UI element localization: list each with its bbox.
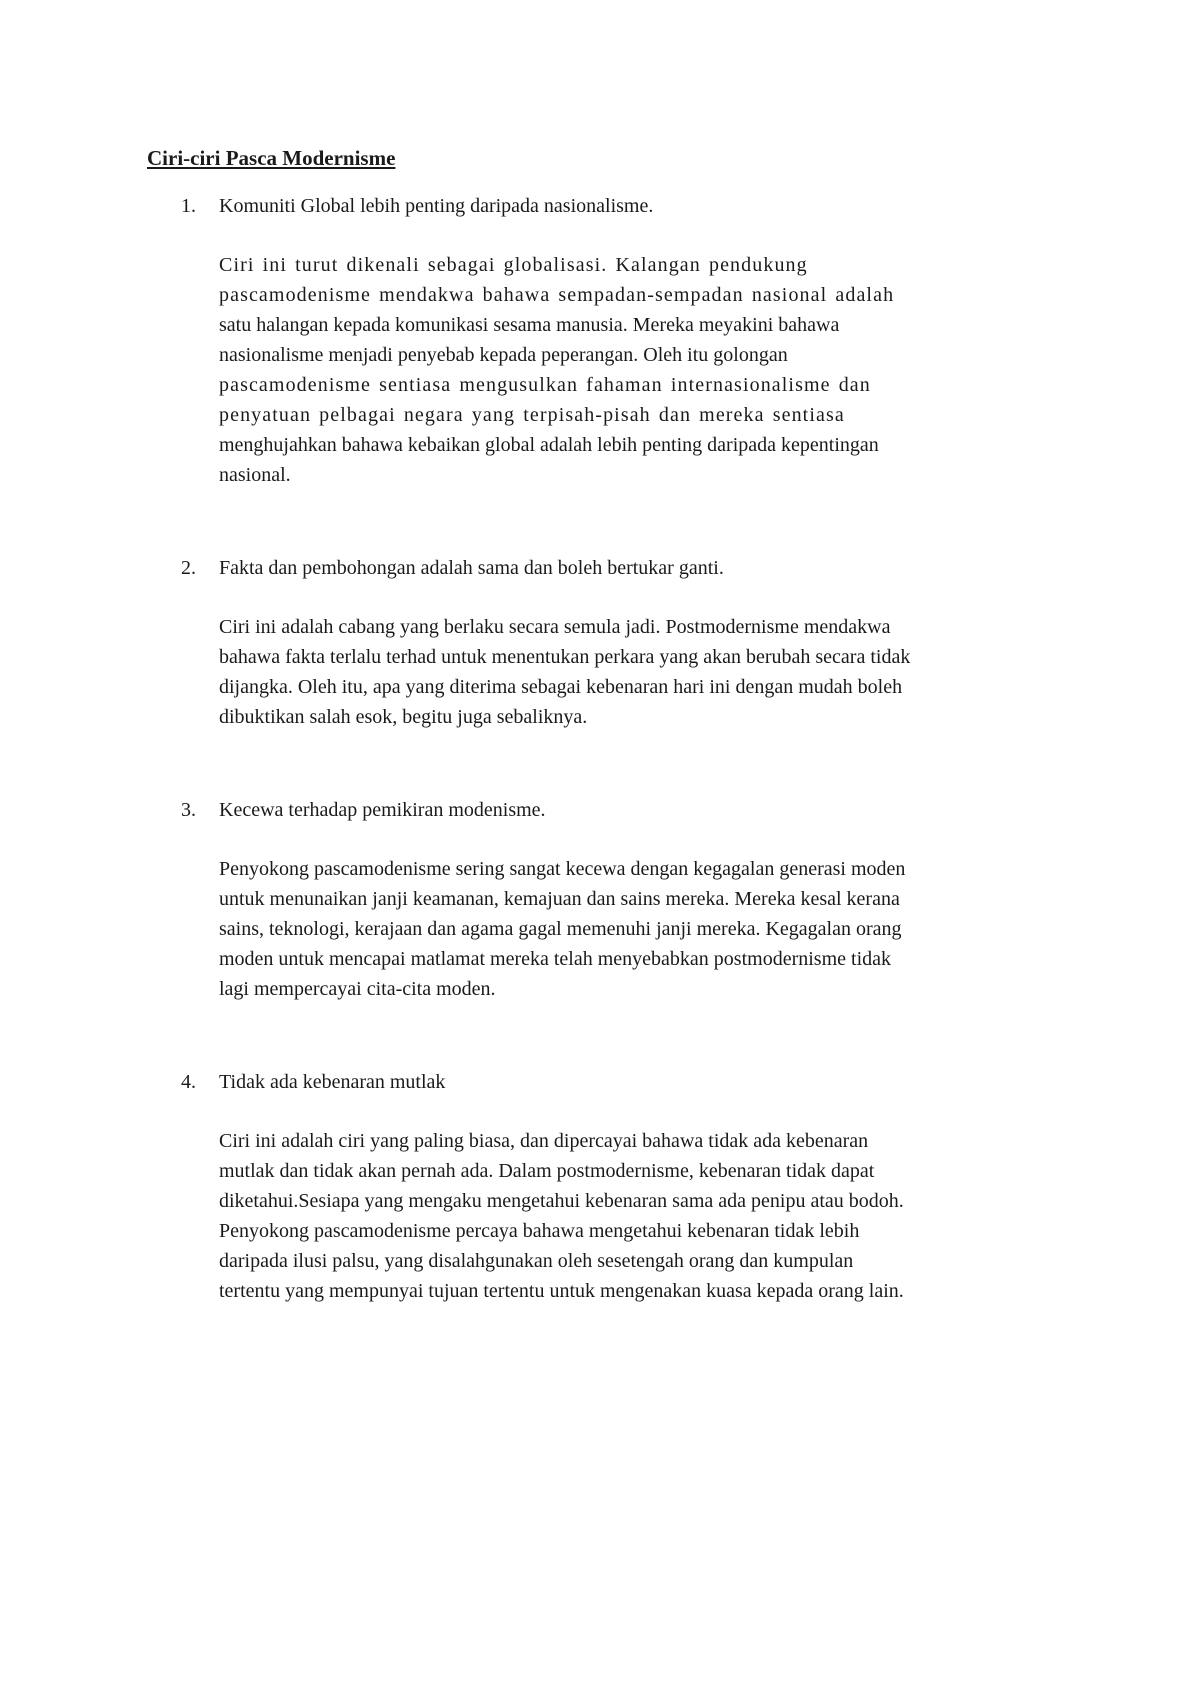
paragraph-line: untuk menunaikan janji keamanan, kemajuan dan sains mereka. Mereka kesal kerana: [219, 888, 900, 910]
paragraph-line: Penyokong pascamodenisme sering sangat kecewa dengan kegagalan generasi moden: [219, 858, 906, 880]
paragraph-line: moden untuk mencapai matlamat mereka telah menyebabkan postmodernisme tidak: [219, 948, 892, 970]
item-paragraph: [219, 1126, 1069, 1306]
paragraph-line: Ciri ini adalah cabang yang berlaku secara semula jadi. Postmodernisme mendakwa: [219, 616, 891, 638]
item-number: 4.: [181, 1071, 196, 1093]
paragraph-line: lagi mempercayai cita-cita moden.: [219, 978, 496, 1000]
item-paragraph: [219, 612, 1069, 732]
item-number: 2.: [181, 557, 196, 579]
paragraph-line: satu halangan kepada komunikasi sesama manusia. Mereka meyakini bahawa: [219, 314, 840, 336]
item-heading: Komuniti Global lebih penting daripada nasionalisme.: [219, 195, 654, 217]
item-heading: Tidak ada kebenaran mutlak: [219, 1071, 446, 1093]
paragraph-line: nasionalisme menjadi penyebab kepada peperangan. Oleh itu golongan: [219, 344, 788, 366]
paragraph-line: menghujahkan bahawa kebaikan global adalah lebih penting daripada kepentingan: [219, 434, 879, 456]
item-paragraph: [219, 250, 1069, 490]
paragraph-line: pascamodenisme mendakwa bahawa sempadan-sempadan nasional adalah: [219, 284, 895, 306]
item-paragraph: [219, 854, 1069, 1004]
paragraph-line: daripada ilusi palsu, yang disalahgunakan oleh sesetengah orang dan kumpulan: [219, 1250, 854, 1272]
paragraph-line: Penyokong pascamodenisme percaya bahawa mengetahui kebenaran tidak lebih: [219, 1220, 860, 1242]
item-heading: Kecewa terhadap pemikiran modenisme.: [219, 799, 546, 821]
paragraph-line: dijangka. Oleh itu, apa yang diterima sebagai kebenaran hari ini dengan mudah boleh: [219, 676, 903, 698]
document-title: Ciri-ciri Pasca Modernisme: [147, 146, 396, 170]
item-heading: Fakta dan pembohongan adalah sama dan boleh bertukar ganti.: [219, 557, 724, 579]
paragraph-line: sains, teknologi, kerajaan dan agama gagal memenuhi janji mereka. Kegagalan orang: [219, 918, 902, 940]
paragraph-line: diketahui.Sesiapa yang mengaku mengetahui kebenaran sama ada penipu atau bodoh.: [219, 1190, 904, 1212]
paragraph-line: nasional.: [219, 464, 291, 486]
paragraph-line: Ciri ini turut dikenali sebagai globalisasi. Kalangan pendukung: [219, 254, 808, 276]
paragraph-line: bahawa fakta terlalu terhad untuk menentukan perkara yang akan berubah secara tidak: [219, 646, 911, 668]
paragraph-line: tertentu yang mempunyai tujuan tertentu untuk mengenakan kuasa kepada orang lain.: [219, 1280, 904, 1302]
paragraph-line: penyatuan pelbagai negara yang terpisah-pisah dan mereka sentiasa: [219, 404, 845, 426]
paragraph-line: dibuktikan salah esok, begitu juga sebaliknya.: [219, 706, 588, 728]
item-number: 3.: [181, 799, 196, 821]
paragraph-line: Ciri ini adalah ciri yang paling biasa, dan dipercayai bahawa tidak ada kebenaran: [219, 1130, 869, 1152]
item-number: 1.: [181, 195, 196, 217]
paragraph-line: mutlak dan tidak akan pernah ada. Dalam postmodernisme, kebenaran tidak dapat: [219, 1160, 875, 1182]
paragraph-line: pascamodenisme sentiasa mengusulkan fahaman internasionalisme dan: [219, 374, 871, 396]
